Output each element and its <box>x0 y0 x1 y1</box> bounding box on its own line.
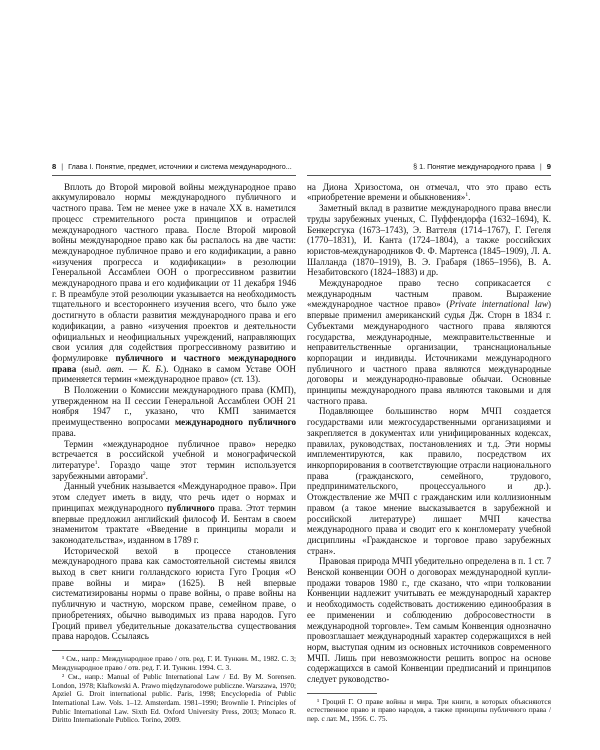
text-run: Данный учебник называется «Международное право». При этом следует иметь в виду, что речь идет о нормах и принципах международного <box>52 481 296 513</box>
text-run: права. Этот термин впервые предложил английский философ И. Бентам в своем знаменитом трактате «Введение в принципы морали и законодательства», изданном в 1789 г. <box>52 502 296 545</box>
left-footnotes <box>52 655 296 725</box>
text-run: Подавляющее большинство норм МЧП создается государствами или межгосударственными организациями и закрепляется в документах или унифицированных кодексах, правилах, руководствах, постановлениях и т.д. Эти нормы имплементируются, как правило, посредством их инкорпорирования в соответствующие отрасли национального права (гражданского, семейного, трудового, предпринимательского, процессуального и др.). Отождествление же МЧП с гражданским или коллизионным правом (а такое мнение высказывается в зарубежной и российской литературе) лишает МЧП качества международного права и сводит его к конгломерату учебной дисциплины «Гражданское и торговое право зарубежных стран». <box>307 406 551 556</box>
left-footnote-separator <box>52 650 122 651</box>
right-footnote-separator <box>307 693 377 694</box>
footnote: ¹ См., напр.: Международное право / отв. ред. Г. И. Тункин. М., 1982. С. 3; Международное право / отв. ред. Г. И. Тункин. 1994. С. 3. <box>52 653 296 672</box>
left-chapter-title: Глава I. Понятие, предмет, источники и система международного... <box>68 162 292 171</box>
footnote-ref: 1 <box>94 459 98 466</box>
text-run: ( <box>76 363 85 374</box>
head-separator: | <box>539 162 542 171</box>
paragraph <box>52 439 296 482</box>
footnote-ref: 1 <box>465 192 469 199</box>
text-run: публичного и частного международного права <box>52 352 297 374</box>
text-run: Private international law <box>449 299 548 310</box>
footnote: ¹ Гроций Г. О праве войны и мира. Три книги, в которых объясняются естественное право и право народов, а также принципы публичного права / пер. с лат. М., 1956. С. 75. <box>307 696 551 723</box>
right-body-text <box>307 182 551 685</box>
text-run: Термин «международное публичное право» нередко встречается в российской учебной и монографической литературе <box>52 438 296 470</box>
left-body-text <box>52 182 296 642</box>
footnote-ref: 2 <box>142 470 146 477</box>
text-run: права. <box>52 427 76 438</box>
head-separator: | <box>61 162 64 171</box>
footnote: ² См., напр.: Manual of Public International Law / Ed. By M. Sorensen. London, 1978; Kłafkowski A. Prawo międzynarodowe publiczne. Warszawa, 1970; Apziel G. Droit international public. Paris, 1998; Encyclopedia of Public International Law. Vols. 1–12. Amsterdam. 1981–1990; Brownlie I. Principles of Public International Law. Sixth Ed. Oxford University Press, 2003; Monaco R. Diritto Internationale Publico. Torino, 2009. <box>52 672 296 725</box>
right-page <box>307 162 551 723</box>
paragraph <box>52 182 296 385</box>
text-run: . Гораздо чаще этот термин используется зарубежными авторами <box>52 459 296 481</box>
paragraph <box>52 385 296 439</box>
text-run: ) впервые применил американский судья Дж. Сторн в 1834 г. Субъектами международного частного права являются государства, международные, межправительственные и неправительственные организации, транснациональные корпорации и индивиды. Источниками международного публичного и частного права являются международные договоры и международно-правовые обычаи. Основные принципы международного права являются таковыми и для частного права. <box>307 299 551 406</box>
text-run: Международное право тесно соприкасается с международным частным правом. Выражение «международное частное право» ( <box>307 278 551 310</box>
text-run: на Диона Хризостома, он отмечал, что это право есть «приобретение времени и обыкновения» <box>307 181 551 203</box>
text-run: . <box>468 192 471 203</box>
paragraph <box>307 406 551 556</box>
left-page <box>52 162 297 725</box>
text-run: В Положении о Комиссии международного права (КМП), утвержденном на II сессии Генеральной Ассамблеи ООН 21 ноября 1947 г., указано, что КМП занимается преимущественно вопросами <box>52 385 296 428</box>
paragraph <box>307 182 551 203</box>
paragraph <box>307 278 551 406</box>
text-run: Вплоть до Второй мировой войны международное право аккумулировало нормы международного публичного и частного права. Тем не менее уже в начале XX в. наметился процесс стремительного роста принципов и отраслей международного частного права. После Второй мировой войны международное право как бы распалось на две части: международное публичное право и его кодификации, а равно «изучения прогресса и кодификации» в резолюции Генеральной Ассамблеи ООН о прогрессивном развитии международного права и его кодификации от 11 декабря 1946 г. В преамбуле этой резолюции указывается на необходимость тщательного и всестороннего изучения всего, что было уже достигнуто в области развития международного права и его кодификации, а равно «изучения проектов и деятельности официальных и неофициальных учреждений, направляющих свои усилия для содействия прогрессивному развитию и формулировке <box>52 181 296 363</box>
text-run: . <box>145 470 148 481</box>
paragraph <box>307 203 551 278</box>
text-run: Заметный вклад в развитие международного права внесли труды зарубежных ученых, С. Пуффендорфа (1632–1694), К. Бенкерсгука (1673–1743), Э. Ваттеля (1714–1767), Г. Гегеля (1770–1831), И. Канта (1724–1804), а также российских юристов-международников Ф. Ф. Мартенса (1845–1909), Л. А. Шалланда (1870–1919), В. Э. Грабаря (1865–1956), В. А. Незабитовского (1824–1883) и др. <box>307 203 551 278</box>
right-running-head <box>307 162 551 176</box>
left-page-number: 8 <box>52 162 57 171</box>
paragraph <box>52 546 296 642</box>
text-run: ). Однако в самом Уставе ООН применяется термин «международное право» (ст. 13). <box>52 363 296 385</box>
left-running-head <box>52 162 296 176</box>
text-run: Правовая природа МЧП убедительно определена в п. 1 ст. 7 Венской конвенции ООН о договорах международной купли-продажи товаров 1980 г., где сказано, что «при толковании Конвенции надлежит учитывать ее международный характер и необходимость содействовать достижению единообразия в ее применении и соблюдению добросовестности в международной торговле». Тем самым Конвенция однозначно провозглашает международный характер содержащихся в ней норм, выступая одним из основных источников современного МЧП. Лишь при невозможности решить вопрос на основе содержащихся в самой Конвенции предписаний и принципов следует руководство- <box>307 556 551 685</box>
right-footnotes <box>307 698 551 724</box>
text-run: выд. авт. — К. Б. <box>84 363 164 374</box>
paragraph <box>307 556 551 684</box>
text-run: международного публичного <box>174 417 296 428</box>
right-section-title: § 1. Понятие международного права <box>413 162 535 171</box>
paragraph <box>52 481 296 545</box>
text-run: Исторической вехой в процессе становления международного права как самостоятельной системы явился выход в свет книги голландского юриста Гуго Гроция «О праве войны и мира» (1625). В ней впервые систематизированы нормы о праве войны, о праве войны на публичную и частную, морском праве, семейном праве, о приобретениях, обычно выводимых из права народов. Гуго Гроций привел убедительные доказательства существования права народов. Ссылаясь <box>52 545 296 642</box>
right-page-number: 9 <box>546 162 551 171</box>
text-run: публичного <box>166 502 215 513</box>
